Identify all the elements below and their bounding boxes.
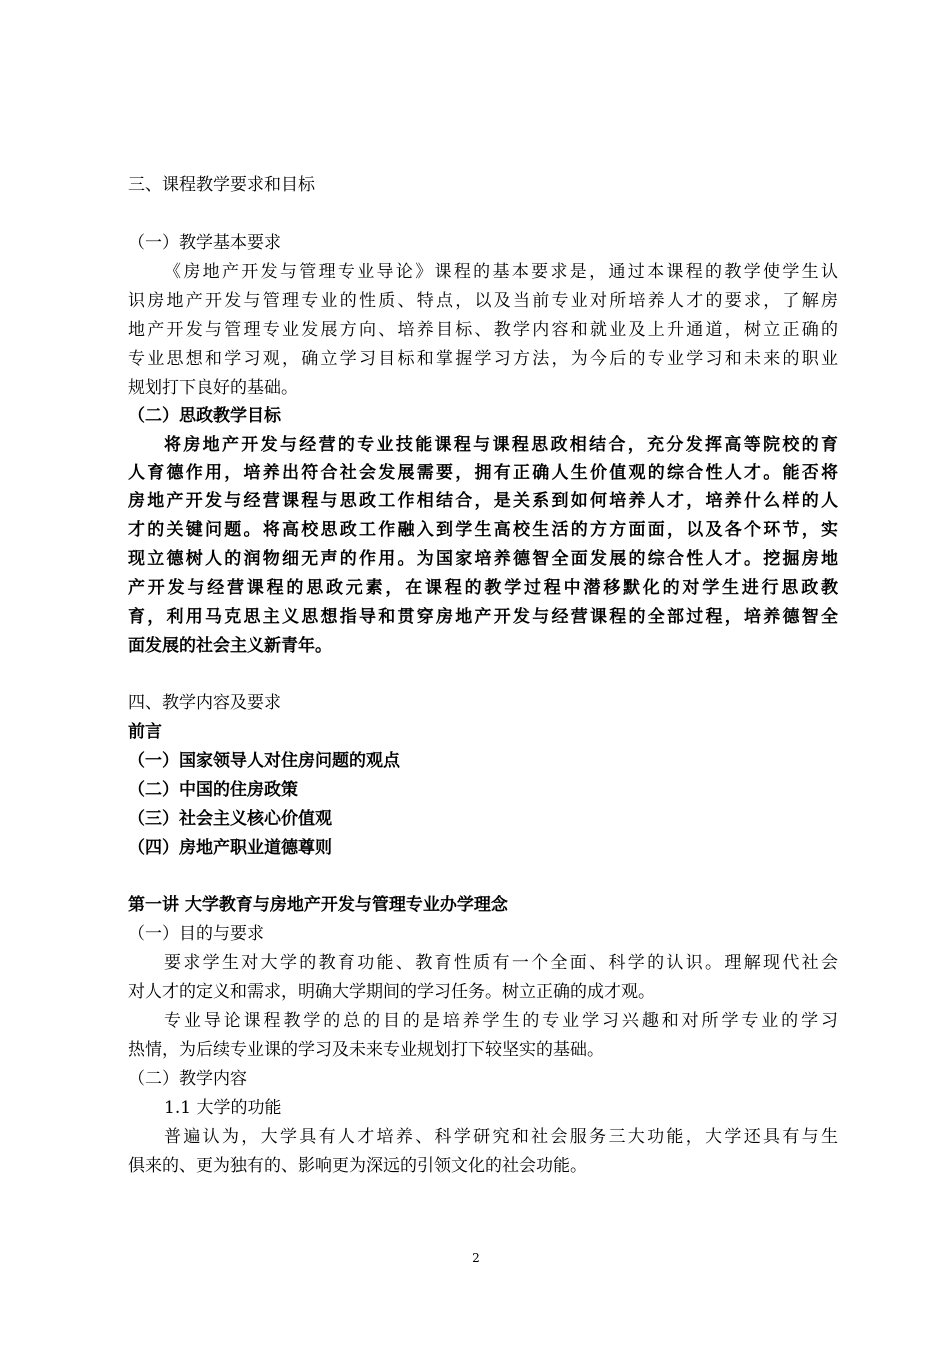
paragraph-line: 面发展的社会主义新青年。 [128,636,332,656]
preface-item: （二）中国的住房政策 [128,780,298,800]
paragraph-line: 才的关键问题。将高校思政工作融入到学生高校生活的方方面面，以及各个环节，实 [128,520,838,540]
paragraph-line: 俱来的、更为独有的、影响更为深远的引领文化的社会功能。 [128,1156,587,1176]
purpose-requirements-heading: （一）目的与要求 [128,924,264,944]
paragraph-line: 要求学生对大学的教育功能、教育性质有一个全面、科学的认识。理解现代社会 [164,953,838,973]
paragraph-line: 育，利用马克思主义思想指导和贯穿房地产开发与经营课程的全部过程，培养德智全 [128,607,838,627]
section-4-heading: 四、教学内容及要求 [128,693,281,713]
paragraph-line: 人育德作用，培养出符合社会发展需要，拥有正确人生价值观的综合性人才。能否将 [128,463,838,483]
preface-heading: 前言 [128,722,162,742]
preface-item: （一）国家领导人对住房问题的观点 [128,751,400,771]
paragraph-line: 热情，为后续专业课的学习及未来专业规划打下较坚实的基础。 [128,1040,604,1060]
teaching-requirements-heading: （一）教学基本要求 [128,233,281,253]
paragraph-line: 地产开发与管理专业发展方向、培养目标、教学内容和就业及上升通道，树立正确的 [128,320,838,340]
paragraph-line: 现立德树人的润物细无声的作用。为国家培养德智全面发展的综合性人才。挖掘房地 [128,549,838,569]
paragraph-line: 《房地产开发与管理专业导论》课程的基本要求是，通过本课程的教学使学生认 [164,262,838,282]
paragraph-line: 专业导论课程教学的总的目的是培养学生的专业学习兴趣和对所学专业的学习 [164,1011,838,1031]
lecture-1-heading: 第一讲 大学教育与房地产开发与管理专业办学理念 [128,895,508,915]
preface-item: （三）社会主义核心价值观 [128,809,332,829]
paragraph-line: 规划打下良好的基础。 [128,378,298,398]
paragraph-line: 专业思想和学习观，确立学习目标和掌握学习方法，为今后的专业学习和未来的职业 [128,349,838,369]
paragraph-line: 房地产开发与经营课程与思政工作相结合，是关系到如何培养人才，培养什么样的人 [128,491,838,511]
paragraph-line: 识房地产开发与管理专业的性质、特点，以及当前专业对所培养人才的要求，了解房 [128,291,838,311]
teaching-content-heading: （二）教学内容 [128,1069,247,1089]
ideology-goals-heading: （二）思政教学目标 [128,406,281,426]
item-1-1-heading: 1.1 大学的功能 [164,1098,282,1118]
paragraph-line: 普遍认为，大学具有人才培养、科学研究和社会服务三大功能，大学还具有与生 [164,1127,838,1147]
preface-item: （四）房地产职业道德尊则 [128,838,332,858]
section-3-heading: 三、课程教学要求和目标 [128,175,315,195]
page-number: 2 [472,1251,480,1265]
paragraph-line: 对人才的定义和需求，明确大学期间的学习任务。树立正确的成才观。 [128,982,655,1002]
paragraph-line: 产开发与经营课程的思政元素，在课程的教学过程中潜移默化的对学生进行思政教 [128,578,838,598]
paragraph-line: 将房地产开发与经营的专业技能课程与课程思政相结合，充分发挥高等院校的育 [164,435,838,455]
